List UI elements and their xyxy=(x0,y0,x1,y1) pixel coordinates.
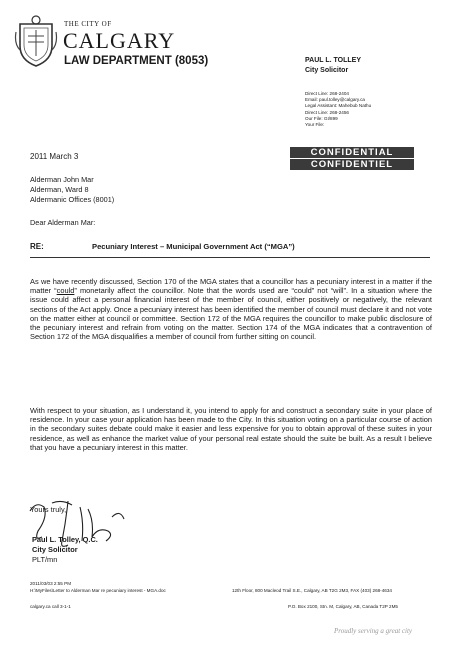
city-name: CALGARY xyxy=(63,28,176,53)
department-name: LAW DEPARTMENT (8053) xyxy=(64,55,209,67)
contact-line: Legal Assistant: Mahebub Nathu xyxy=(305,103,372,109)
reference-initials: PLT/mn xyxy=(32,555,58,564)
re-subject: Pecuniary Interest – Municipal Government Act (“MGA”) xyxy=(92,242,295,251)
signer-name: Paul L. Tolley, Q.C. xyxy=(32,535,98,544)
footer-timestamp: 2011/03/03 2:55 PM xyxy=(30,581,72,586)
stamp-line-english: CONFIDENTIAL xyxy=(290,147,414,158)
contact-line: Email: paul.tolley@calgary.ca xyxy=(305,97,365,103)
recipient-line: Aldermanic Offices (8001) xyxy=(30,195,115,204)
p1-text-start: As we have recently discussed, Section 170 of the MGA states that a councillor has a pecuniary interest in a matter if the matter “ xyxy=(30,277,432,296)
recipient-address xyxy=(30,175,114,205)
contact-line: Direct Line: 268-2404 xyxy=(305,91,349,96)
body-paragraph-2: With respect to your situation, as I understand it, you intend to apply for and construct a secondary suite in your place of residence. In your case your application has been made to the City. In this situation voting on a particular course of action in the secondary suites debate could make it easier and less expensive for you to obtain approval of these suites in your residence, as well as enhance the market value of your personal real estate should the suite be built. As a result I believe that you have a pecuniary interest in this matter. xyxy=(30,406,432,452)
footer-po-box: P.O. Box 2100, Stn. M, Calgary, AB, Canada T2P 2M5 xyxy=(288,604,398,609)
footer-motto: Proudly serving a great city xyxy=(334,627,413,635)
body-paragraph-1 xyxy=(30,277,432,341)
city-of-label: THE CITY OF xyxy=(64,20,112,28)
author-name: PAUL L. TOLLEY xyxy=(305,57,362,64)
recipient-line: Alderman, Ward 8 xyxy=(30,185,89,194)
p1-could-emphasis: could xyxy=(56,286,75,296)
contact-line: Our File: GI/899 xyxy=(305,115,338,121)
confidential-stamp xyxy=(290,147,414,171)
footer-file-path: H:\MyFiles\Letter to Alderman Mar re pecuniary interest - MGA.doc xyxy=(30,588,166,593)
closing: Yours truly, xyxy=(30,505,67,514)
contact-block xyxy=(305,91,371,128)
p1-text-end: ” monetarily affect the councillor. Note that the words used are “could” not “will”. In a situation where the issue could affect a personal financial interest of the member of council, either positively or negatively, the relevant sections of the Act apply. Once a pecuniary interest has been identified the member of council must declare it and not vote on the matter either at council or committee. Section 172 of the MGA requires the councillor to make public disclosure of the pecuniary interest and refrain from voting on the matter. Section 174 of the MGA indicates that a contravention of Section 172 of the MGA disqualifies a member of council from further sitting on council. xyxy=(30,286,432,342)
author-title: City Solicitor xyxy=(305,67,349,74)
letter-date: 2011 March 3 xyxy=(30,152,79,161)
stamp-line-french: CONFIDENTIEL xyxy=(290,159,414,170)
city-crest-logo xyxy=(14,14,58,68)
contact-line: Your File: xyxy=(305,122,325,128)
footer-web: calgary.ca call 3-1-1 xyxy=(30,604,71,609)
contact-line: Direct Line: 268-2456 xyxy=(305,109,349,115)
salutation: Dear Alderman Mar: xyxy=(30,218,96,227)
signer-title: City Solicitor xyxy=(32,545,78,554)
subject-divider xyxy=(30,257,430,258)
re-label: RE: xyxy=(30,242,44,251)
recipient-line: Alderman John Mar xyxy=(30,175,94,184)
footer-address: 12th Floor, 800 Macleod Trail S.E., Calgary, AB T2G 2M3, FAX (403) 268-4634 xyxy=(232,588,392,593)
